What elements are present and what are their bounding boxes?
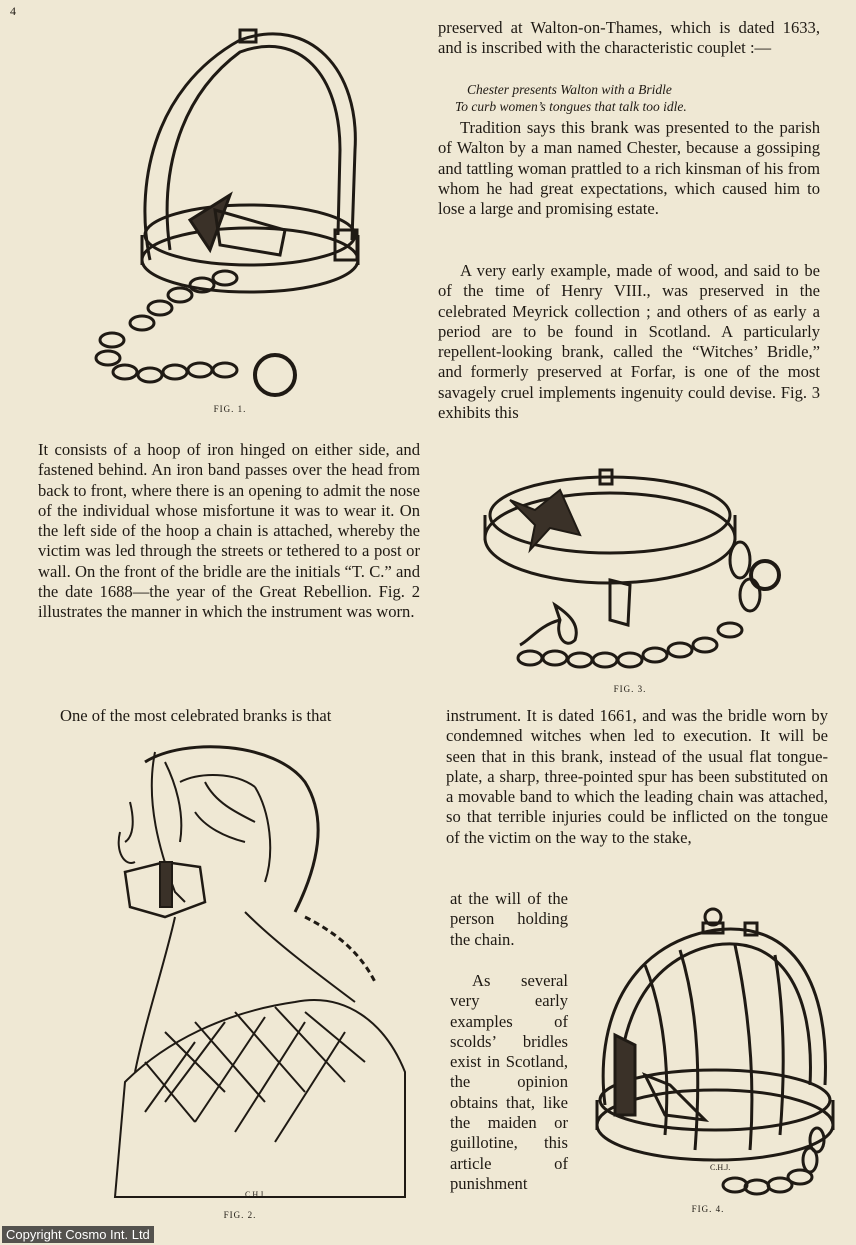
couplet-line-1: Chester presents Walton with a Bridle bbox=[467, 82, 672, 97]
figure-4 bbox=[585, 905, 835, 1200]
figure-2-caption: FIG. 2. bbox=[223, 1210, 257, 1220]
woman-wearing-brank-illustration bbox=[105, 742, 415, 1202]
right-paragraph-6: As several very early examples of scolds’ bridles exist in Scotland, the opinion obtains that, like the maiden or guillotine, this article of punishment bbox=[450, 971, 568, 1193]
brank-with-chain-illustration bbox=[90, 20, 370, 405]
right-paragraph-3: A very early example, made of wood, and said to be of the time of Henry VIII., was preserved in the celebrated Meyrick collection ; and others of as early a period are to be found in Scotland. A particularly repellent-looking brank, called the “Witches’ Bridle,” and formerly preserved at Forfar, is one of the most savagely cruel implements ingenuity could devise. Fig. 3 exhibits this bbox=[438, 261, 820, 423]
figure-2-signature: C.H.J. bbox=[245, 1190, 266, 1199]
figure-1-caption: FIG. 1. bbox=[213, 404, 247, 414]
couplet-line-2: To curb women’s tongues that talk too idle. bbox=[455, 99, 687, 114]
figure-3-caption: FIG. 3. bbox=[613, 684, 647, 694]
page-number: 4 bbox=[10, 4, 16, 18]
witches-bridle-spur-illustration bbox=[480, 450, 800, 680]
figure-4-signature: C.H.J. bbox=[710, 1163, 731, 1172]
right-paragraph-2: Tradition says this brank was presented to the parish of Walton by a man named Chester, because a gossiping and tattling woman prattled to a rich kinsman of his from whom he had great expectations, which caused him to lose a large and promising estate. bbox=[438, 118, 820, 219]
right-paragraph-5: at the will of the person holding the chain. bbox=[450, 889, 568, 949]
copyright-watermark: Copyright Cosmo Int. Ltd bbox=[2, 1226, 154, 1243]
figure-4-caption: FIG. 4. bbox=[691, 1204, 725, 1214]
right-paragraph-4: instrument. It is dated 1661, and was the bridle worn by condemned witches when led to execution. It will be seen that in this brank, instead of the usual flat tongue-plate, a sharp, three-pointed spur has been substituted on a movable band to which the leading chain was attached, so that terrible injuries could be inflicted on the tongue of the victim on the way to the stake, bbox=[446, 706, 828, 847]
figure-3 bbox=[480, 450, 800, 680]
right-paragraph-1: preserved at Walton-on-Thames, which is dated 1633, and is inscribed with the characteristic couplet :— bbox=[438, 18, 820, 58]
figure-2 bbox=[105, 742, 415, 1202]
cage-brank-illustration bbox=[585, 905, 835, 1200]
left-paragraph-2: One of the most celebrated branks is that bbox=[60, 706, 332, 725]
left-paragraph-1: It consists of a hoop of iron hinged on either side, and fastened behind. An iron band passes over the head from back to front, where there is an opening to admit the nose of the individual whose misfortune it was to wear it. On the left side of the hoop a chain is attached, whereby the victim was led through the streets or tethered to a post or wall. On the front of the bridle are the initials “T. C.” and the date 1688—the year of the Great Rebellion. Fig. 2 illustrates the manner in which the instrument was worn. bbox=[38, 440, 420, 622]
figure-1 bbox=[90, 20, 370, 405]
couplet bbox=[455, 81, 825, 115]
